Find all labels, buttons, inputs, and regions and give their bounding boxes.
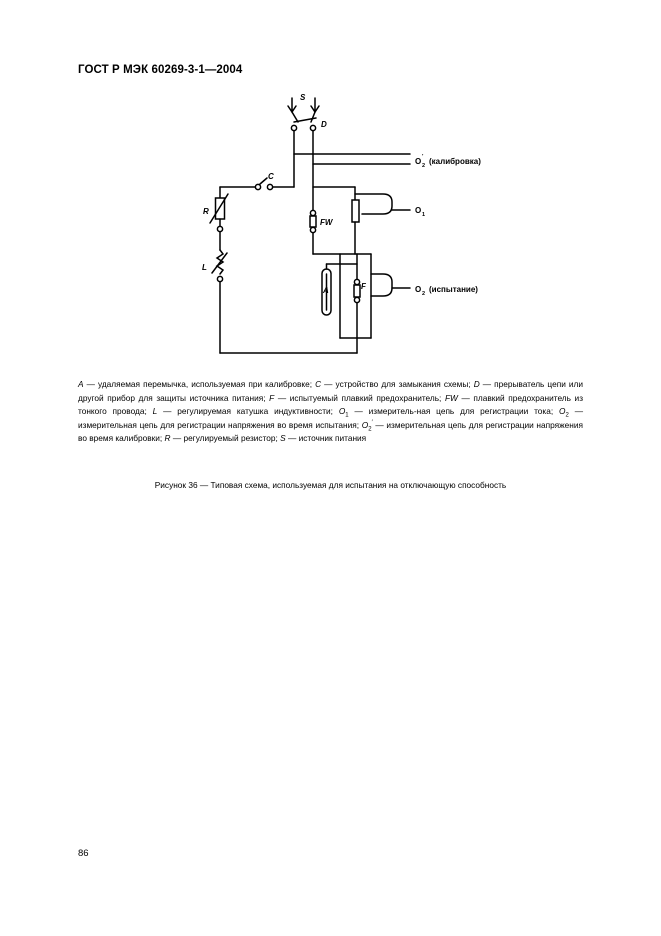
label-o2-prime: O [415,157,422,166]
label-r: R [203,207,209,216]
circuit-schematic [180,88,510,360]
circuit-diagram [180,88,510,360]
label-o2-prime-mark: ′ [422,154,424,160]
figure-legend: A — удаляемая перемычка, используемая при калибровке; C — устройство для замыкания схемы; D — прерыватель цепи или другой прибор для защиты источника питания; F — испытуемый плавкий предохранитель; FW — плавкий предохранитель из тонкого провода; L — регулируемая катушка индуктивности; $O_1$ — измеритель-ная цепь для регистрации тока; $O_2$ — измерительная цепь для регистрации напряжения во время испытания; $O_2'$ — измерительная цепь для регистрации напряжения во время калибровки; R — регулируемый резистор; S — источник питания [78,379,584,444]
label-f: F [361,282,366,291]
label-a: A [323,286,329,295]
source-s-contact [288,98,296,112]
label-o2-sub: 2 [422,291,426,297]
label-l: L [202,263,207,272]
breaker-d-contact [311,98,319,112]
shunt-o1 [352,200,359,222]
label-o2-note: (испытание) [429,285,478,294]
label-c: C [268,172,274,181]
label-d: D [321,120,327,129]
label-o1: O [415,206,422,215]
fuse-under-test-f [354,285,360,297]
document-header: ГОСТ Р МЭК 60269-3-1—2004 [78,64,243,76]
page-number: 86 [78,848,89,859]
label-fw: FW [320,218,333,227]
fuse-fw [310,216,316,227]
label-o2-prime-note: (калибровка) [429,157,481,166]
label-o2: O [415,285,422,294]
figure-caption: Рисунок 36 — Типовая схема, используемая для испытания на отключающую способность [154,480,507,490]
label-o1-sub: 1 [422,212,426,218]
label-o2-prime-sub: 2 [422,163,426,169]
label-s: S [300,93,306,102]
